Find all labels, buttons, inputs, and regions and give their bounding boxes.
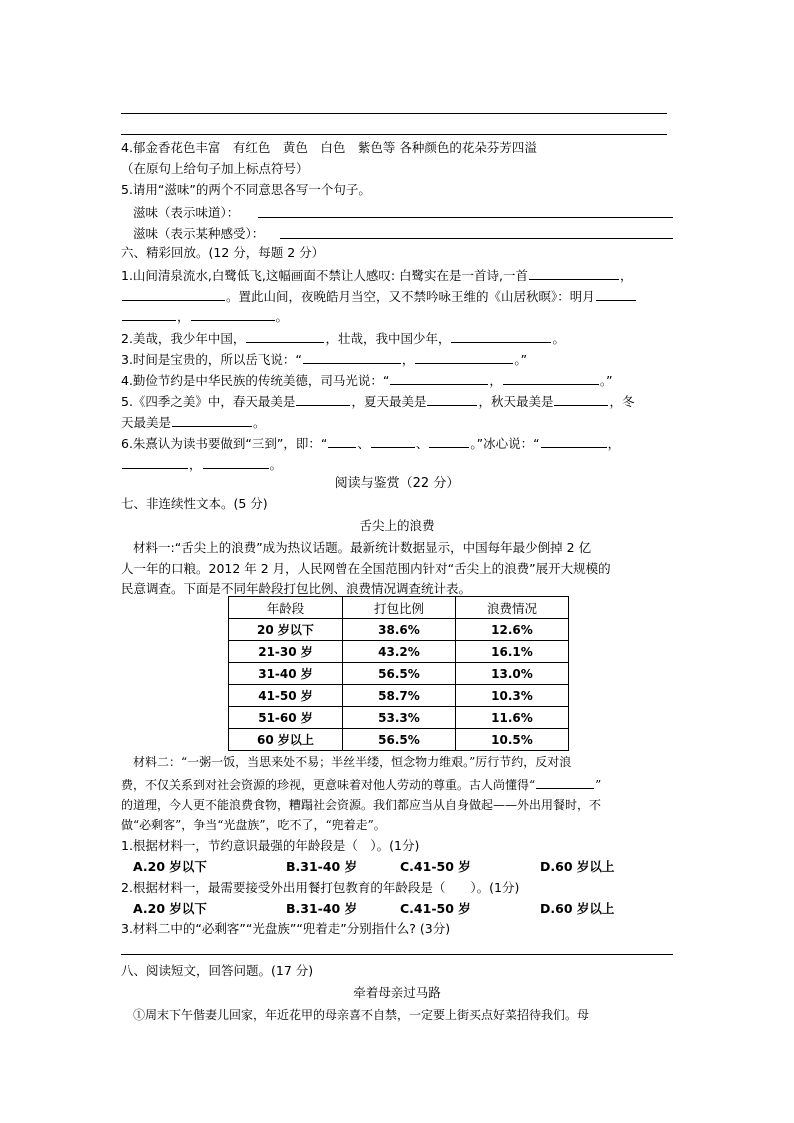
table-cell: 51-60 岁 [229,707,343,729]
s6-q6-text-g: 。 [269,457,283,472]
table-cell: 12.6% [456,619,569,641]
s6-q5-line1 [121,393,634,410]
blank[interactable] [122,456,188,469]
s6-q1-line1: 1.山间清泉流水,白鹭低飞,这幅画面不禁让人感叹: 白鹭实在是一首诗,一首 ， [121,268,633,283]
s6-q6-text-b: 、 [357,436,370,451]
q5-label-taste: 滋味（表示味道）： [133,205,240,220]
table-header-row [229,597,569,619]
s7-q2-option-a[interactable]: A.20 岁以下 [133,901,207,916]
s6-q2-text-a: 2.美哉，我少年中国， [121,331,246,346]
s6-q3-text-a: 3.时间是宝贵的，所以岳飞说：“ [121,352,302,367]
blank[interactable] [191,308,275,321]
s6-q2-line [121,330,565,347]
table-cell: 21-30 岁 [229,641,343,663]
blank[interactable] [246,330,324,343]
table-header-cell: 年龄段 [229,597,343,619]
s7-material2-quote-end: ” [595,778,602,792]
s6-q6-text-a: 6.朱熹认为读书要做到“三到”，即：“ [121,436,328,451]
answer-line [121,113,667,114]
blank[interactable] [203,456,269,469]
s6-q4-line [121,372,613,389]
s7-q2-option-b[interactable]: B.31-40 岁 [286,901,358,916]
s7-q3: 3.材料二中的“必剩客”“光盘族”“兜着走”分别指什么? (3分) [121,921,451,936]
blank[interactable] [554,393,608,406]
q4-sentence: 4.郁金香花色丰富 有红色 黄色 白色 紫色等 各种颜色的花朵芬芳四溢 [121,140,537,155]
q5-label-feeling: 滋味（表示某种感受）： [133,226,265,241]
table-row [229,729,569,751]
blank[interactable] [529,267,619,280]
s7-material2-line4: 做“必剩客”，争当“光盘族”，吃不了，“兜着走”。 [121,818,386,832]
blank[interactable] [503,372,599,385]
s7-q1: 1.根据材料一，节约意识最强的年龄段是（ ）。(1分) [121,838,420,853]
table-cell: 41-50 岁 [229,685,343,707]
s7-q2-option-c[interactable]: C.41-50 岁 [400,901,471,916]
s7-q3-answer-line[interactable] [121,954,673,955]
table-header-cell: 打包比例 [343,597,456,619]
s6-q1-text-d: 。 [275,309,289,324]
s6-q5-text-b: ，夏天最美是 [351,394,427,409]
table-cell: 43.2% [343,641,456,663]
blank[interactable] [296,393,350,406]
table-cell: 20 岁以下 [229,619,343,641]
q5-answer-line-feeling[interactable] [280,238,673,239]
s6-q1-text-c: ， [177,309,190,324]
s6-q6-text-e: ， [607,436,621,451]
blank[interactable] [371,435,415,448]
s8-article-title: 牵着母亲过马路 [353,985,441,1000]
table-row [229,685,569,707]
s6-q2-text-b: ，壮哉，我中国少年， [325,331,451,346]
table-cell: 60 岁以上 [229,729,343,751]
s6-q6-line1 [121,435,620,452]
blank[interactable] [541,435,607,448]
q5-answer-line-taste[interactable] [258,217,673,218]
section-7-title: 七、非连续性文本。(5 分) [121,496,268,511]
s6-q6-text-f: ， [189,457,202,472]
s7-q1-option-a[interactable]: A.20 岁以下 [133,859,207,874]
blank[interactable] [303,351,401,364]
table-row [229,619,569,641]
s7-q1-option-b[interactable]: B.31-40 岁 [286,859,358,874]
q4-note: （在原句上给句子加上标点符号） [121,161,309,176]
blank[interactable] [122,308,176,321]
s6-q3-text-b: ， [401,352,415,367]
s7-material1-line1: 材料一:“舌尖上的浪费”成为热议话题。最新统计数据显示，中国每年最少倒掉 2 亿 [133,540,592,555]
s6-q5-text-a: 5.《四季之美》中，春天最美是 [121,394,296,409]
s6-q5-text-f: 。 [253,415,266,430]
s7-article-title: 舌尖上的浪费 [359,518,435,533]
reading-section-header: 阅读与鉴赏（22 分） [334,476,460,491]
table-cell: 10.3% [456,685,569,707]
s6-q4-text-c: 。” [599,373,613,388]
table-row [229,641,569,663]
s6-q6-line2 [121,456,282,473]
table-cell: 38.6% [343,619,456,641]
blank[interactable] [390,372,488,385]
table-cell: 31-40 岁 [229,663,343,685]
s6-q2-text-c: 。 [552,331,565,346]
s7-q1-option-d[interactable]: D.60 岁以上 [540,859,615,874]
table-cell: 13.0% [456,663,569,685]
table-header-cell: 浪费情况 [456,597,569,619]
s6-q4-text-a: 4.勤俭节约是中华民族的传统美德，司马光说：“ [121,373,390,388]
s7-material2-text: 费，不仅关系到对社会资源的珍视，更意味着对他人劳动的尊重。古人尚懂得“ [121,778,536,792]
blank[interactable] [328,435,356,448]
s6-q5-line2 [121,414,266,431]
s6-q4-text-b: ， [489,373,502,388]
s7-material2-line3: 的道理，今人更不能浪费食物，糟蹋社会资源。我们都应当从自身做起——外出用餐时，不 [121,798,602,812]
section-8-title: 八、阅读短文，回答问题。(17 分) [121,963,314,978]
s7-material1-line3: 民意调查。下面是不同年龄段打包比例、浪费情况调查统计表。 [121,581,472,596]
blank[interactable] [427,393,477,406]
s6-q6-text-d: 。”冰心说：“ [470,436,540,451]
blank[interactable] [451,330,551,343]
table-cell: 58.7% [343,685,456,707]
blank[interactable] [536,776,594,789]
table-cell: 53.3% [343,707,456,729]
s6-q6-text-c: 、 [415,436,429,451]
s6-q5-text-c: ，秋天最美是 [478,394,554,409]
table-row [229,663,569,685]
q5-prompt: 5.请用“滋味”的两个不同意思各写一个句子。 [121,182,371,197]
blank[interactable] [172,414,252,427]
table-cell: 56.5% [343,663,456,685]
s6-q5-text-d: ，冬 [609,394,635,409]
stats-table [228,596,569,751]
s6-q1-text-a: 1.山间清泉流水,白鹭低飞,这幅画面不禁让人感叹: 白鹭实在是一首诗,一首 [121,268,529,283]
s7-material2-line2 [121,776,601,793]
table-cell: 16.1% [456,641,569,663]
blank[interactable] [122,288,225,301]
s7-q2-option-d[interactable]: D.60 岁以上 [540,901,615,916]
section-6-title: 六、精彩回放。(12 分，每题 2 分） [121,245,325,260]
s6-q3-line [121,351,527,368]
s6-q1-line2 [121,288,637,305]
table-cell: 11.6% [456,707,569,729]
s6-q1-line3 [121,308,288,325]
blank[interactable] [415,351,513,364]
s6-q5-text-e: 天最美是 [121,415,172,430]
s6-q1-text-b: 。置此山间，夜晚皓月当空，又不禁吟咏王维的《山居秋暝》：明月 [226,289,595,304]
s7-q2: 2.根据材料一，最需要接受外出用餐打包教育的年龄段是（ ）。(1分) [121,880,520,895]
table-cell: 56.5% [343,729,456,751]
s6-q3-text-c: 。” [514,352,528,367]
s8-paragraph-1: ①周末下午偕妻儿回家，年近花甲的母亲喜不自禁，一定要上街买点好菜招待我们。母 [133,1008,590,1022]
table-row [229,707,569,729]
blank[interactable] [596,288,636,301]
s7-q1-option-c[interactable]: C.41-50 岁 [400,859,471,874]
blank[interactable] [429,435,469,448]
answer-line [121,134,667,135]
s7-material2-line1: 材料二：“一粥一饭，当思来处不易；半丝半缕，恒念物力维艰。”厉行节约，反对浪 [133,755,572,769]
s7-material1-line2: 人一年的口粮。2012 年 2 月，人民网曾在全国范围内针对“舌尖上的浪费”展开大规模的 [121,561,611,576]
table-cell: 10.5% [456,729,569,751]
